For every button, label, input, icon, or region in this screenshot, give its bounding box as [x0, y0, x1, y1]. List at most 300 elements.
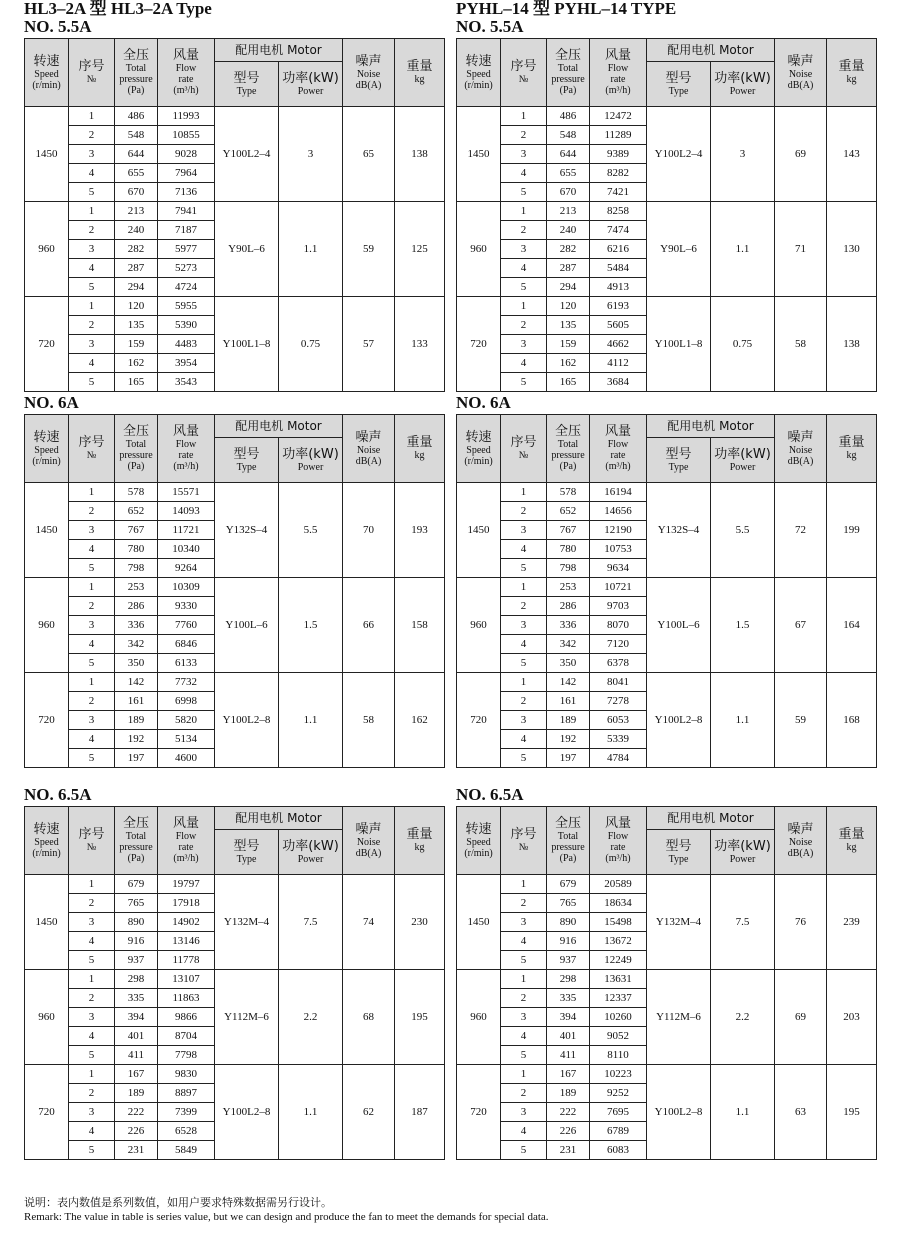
- number-cell: 2: [501, 316, 547, 335]
- motor-power-cell: 1.1: [711, 673, 775, 768]
- motor-power-cell: 1.1: [279, 673, 343, 768]
- number-cell: 5: [501, 749, 547, 768]
- pressure-header-text: (Pa): [127, 461, 145, 472]
- number-cell: 1: [501, 483, 547, 502]
- pressure-cell: 120: [547, 297, 590, 316]
- motor-power-header-text: Power: [297, 853, 324, 865]
- flow-cell: 10223: [590, 1065, 647, 1084]
- flow-cell: 4662: [590, 335, 647, 354]
- weight-header-text: 重量: [406, 59, 433, 74]
- number-cell: 2: [69, 1084, 115, 1103]
- speed-cell: 1450: [25, 107, 69, 202]
- noise-cell: 72: [775, 483, 827, 578]
- flow-cell: 4784: [590, 749, 647, 768]
- weight-cell: 133: [395, 297, 445, 392]
- pressure-cell: 282: [547, 240, 590, 259]
- flow-header-text: 风量: [604, 48, 631, 63]
- flow-cell: 20589: [590, 875, 647, 894]
- flow-cell: 10721: [590, 578, 647, 597]
- flow-cell: 6053: [590, 711, 647, 730]
- pressure-cell: 652: [547, 502, 590, 521]
- flow-header-text: 风量: [172, 816, 199, 831]
- number-cell: 1: [501, 107, 547, 126]
- flow-header: [590, 415, 647, 483]
- noise-header-text: dB(A): [787, 79, 814, 91]
- pressure-header-text: Total: [557, 831, 579, 842]
- speed-header-text: 转速: [33, 821, 60, 837]
- number-cell: 1: [501, 875, 547, 894]
- pressure-header-text: Total: [557, 439, 579, 450]
- flow-cell: 13672: [590, 932, 647, 951]
- number-cell: 5: [501, 1141, 547, 1160]
- motor-header: [215, 415, 343, 438]
- flow-header-text: Flow: [175, 439, 197, 450]
- speed-cell: 720: [457, 1065, 501, 1160]
- weight-header-text: kg: [846, 450, 857, 461]
- flow-cell: 6378: [590, 654, 647, 673]
- noise-cell: 69: [775, 970, 827, 1065]
- noise-cell: 76: [775, 875, 827, 970]
- motor-power-header-text: 功率(kW): [714, 446, 771, 462]
- noise-header-text: 噪声: [355, 429, 382, 445]
- speed-header-text: Speed: [34, 68, 59, 80]
- pressure-cell: 350: [115, 654, 158, 673]
- pressure-cell: 167: [115, 1065, 158, 1084]
- table-row: [25, 970, 445, 989]
- noise-header-text: dB(A): [787, 847, 814, 859]
- motor-power-cell: 1.5: [279, 578, 343, 673]
- flow-header: [158, 415, 215, 483]
- pressure-cell: 679: [115, 875, 158, 894]
- motor-power-header: [279, 438, 343, 483]
- pressure-cell: 231: [115, 1141, 158, 1160]
- pressure-cell: 161: [115, 692, 158, 711]
- noise-cell: 58: [343, 673, 395, 768]
- speed-cell: 1450: [457, 107, 501, 202]
- pressure-cell: 401: [115, 1027, 158, 1046]
- speed-cell: 960: [25, 578, 69, 673]
- number-cell: 3: [69, 335, 115, 354]
- number-cell: 2: [501, 597, 547, 616]
- motor-power-cell: 1.1: [279, 1065, 343, 1160]
- table-row: [457, 1065, 877, 1084]
- number-cell: 1: [501, 970, 547, 989]
- speed-cell: 1450: [457, 483, 501, 578]
- number-cell: 2: [69, 692, 115, 711]
- motor-power-cell: 3: [711, 107, 775, 202]
- table-row: [457, 673, 877, 692]
- motor-power-cell: 1.1: [711, 1065, 775, 1160]
- table-row: [457, 483, 877, 502]
- flow-cell: 12190: [590, 521, 647, 540]
- number-cell: 4: [501, 259, 547, 278]
- pressure-cell: 159: [547, 335, 590, 354]
- left-column: [24, 0, 444, 1160]
- flow-cell: 17918: [158, 894, 215, 913]
- pressure-cell: 798: [547, 559, 590, 578]
- number-cell: 5: [69, 183, 115, 202]
- flow-cell: 15498: [590, 913, 647, 932]
- flow-cell: 6193: [590, 297, 647, 316]
- weight-cell: 230: [395, 875, 445, 970]
- motor-type-cell: Y100L–6: [647, 578, 711, 673]
- flow-cell: 5484: [590, 259, 647, 278]
- noise-cell: 57: [343, 297, 395, 392]
- pressure-cell: 222: [115, 1103, 158, 1122]
- flow-cell: 4112: [590, 354, 647, 373]
- number-header-text: №: [518, 74, 529, 85]
- flow-header-text: rate: [610, 450, 626, 461]
- weight-header: [827, 807, 877, 875]
- pressure-cell: 394: [547, 1008, 590, 1027]
- motor-power-header-text: 功率(kW): [282, 838, 339, 854]
- number-cell: 5: [501, 1046, 547, 1065]
- noise-header-text: Noise: [788, 444, 813, 456]
- number-cell: 1: [501, 673, 547, 692]
- pressure-header: [115, 807, 158, 875]
- table-row: [25, 483, 445, 502]
- speed-header-text: (r/min): [464, 455, 493, 467]
- number-cell: 1: [501, 202, 547, 221]
- noise-header-text: dB(A): [355, 455, 382, 467]
- flow-cell: 11289: [590, 126, 647, 145]
- weight-header-text: kg: [846, 74, 857, 85]
- pressure-cell: 286: [115, 597, 158, 616]
- speed-header-text: 转速: [33, 53, 60, 69]
- pressure-cell: 411: [547, 1046, 590, 1065]
- number-cell: 2: [69, 597, 115, 616]
- pressure-header-text: (Pa): [127, 85, 145, 96]
- flow-header-text: Flow: [607, 831, 629, 842]
- flow-cell: 11863: [158, 989, 215, 1008]
- flow-cell: 10855: [158, 126, 215, 145]
- motor-power-header: [279, 62, 343, 107]
- number-cell: 3: [69, 240, 115, 259]
- flow-cell: 10753: [590, 540, 647, 559]
- number-cell: 5: [501, 951, 547, 970]
- pressure-cell: 394: [115, 1008, 158, 1027]
- pressure-cell: 655: [115, 164, 158, 183]
- motor-type-cell: Y100L2–8: [215, 673, 279, 768]
- pressure-cell: 644: [115, 145, 158, 164]
- speed-cell: 960: [25, 970, 69, 1065]
- motor-type-cell: Y100L1–8: [215, 297, 279, 392]
- number-header: [69, 415, 115, 483]
- number-cell: 1: [69, 970, 115, 989]
- noise-header: [775, 807, 827, 875]
- number-cell: 4: [501, 1027, 547, 1046]
- pressure-header-text: 全压: [122, 424, 149, 439]
- pressure-cell: 780: [115, 540, 158, 559]
- pressure-cell: 335: [547, 989, 590, 1008]
- pressure-cell: 578: [547, 483, 590, 502]
- performance-table: [24, 414, 445, 768]
- pressure-header-text: Total: [125, 63, 147, 74]
- weight-cell: 162: [395, 673, 445, 768]
- motor-power-cell: 7.5: [711, 875, 775, 970]
- motor-power-header: [711, 62, 775, 107]
- pressure-cell: 652: [115, 502, 158, 521]
- flow-cell: 12249: [590, 951, 647, 970]
- pressure-header: [547, 415, 590, 483]
- pressure-cell: 578: [115, 483, 158, 502]
- flow-header-text: (m³/h): [173, 85, 199, 96]
- flow-cell: 18634: [590, 894, 647, 913]
- speed-header-text: Speed: [34, 836, 59, 848]
- speed-header: [457, 39, 501, 107]
- table-row: [457, 107, 877, 126]
- number-header: [69, 807, 115, 875]
- noise-header-text: 噪声: [355, 53, 382, 69]
- weight-header: [827, 415, 877, 483]
- number-cell: 3: [69, 913, 115, 932]
- noise-header-text: Noise: [788, 68, 813, 80]
- number-cell: 1: [69, 673, 115, 692]
- weight-header-text: kg: [414, 450, 425, 461]
- pressure-cell: 159: [115, 335, 158, 354]
- table-row: [457, 202, 877, 221]
- number-cell: 3: [69, 711, 115, 730]
- pressure-cell: 197: [115, 749, 158, 768]
- flow-cell: 9330: [158, 597, 215, 616]
- speed-cell: 720: [25, 673, 69, 768]
- flow-cell: 5273: [158, 259, 215, 278]
- number-cell: 5: [501, 183, 547, 202]
- flow-cell: 8258: [590, 202, 647, 221]
- pressure-cell: 655: [547, 164, 590, 183]
- weight-header-text: 重量: [838, 827, 865, 842]
- flow-cell: 9028: [158, 145, 215, 164]
- remark-note: [24, 1196, 549, 1224]
- left-series-title: HL3–2A 型 HL3–2A Type: [24, 0, 212, 18]
- noise-cell: 59: [343, 202, 395, 297]
- pressure-header-text: (Pa): [559, 85, 577, 96]
- speed-cell: 960: [457, 202, 501, 297]
- number-cell: 4: [501, 730, 547, 749]
- pressure-header-text: pressure: [551, 74, 585, 85]
- noise-header-text: Noise: [356, 836, 381, 848]
- pressure-cell: 120: [115, 297, 158, 316]
- motor-type-header-text: Type: [668, 853, 689, 865]
- section-title: NO. 6A: [456, 393, 511, 412]
- pressure-cell: 548: [115, 126, 158, 145]
- motor-type-cell: Y132S–4: [647, 483, 711, 578]
- pressure-cell: 135: [547, 316, 590, 335]
- flow-cell: 10309: [158, 578, 215, 597]
- flow-cell: 8704: [158, 1027, 215, 1046]
- pressure-cell: 890: [547, 913, 590, 932]
- speed-cell: 960: [457, 578, 501, 673]
- pressure-cell: 670: [547, 183, 590, 202]
- weight-header-text: 重量: [838, 435, 865, 450]
- noise-header-text: 噪声: [787, 53, 814, 69]
- speed-header-text: Speed: [466, 836, 491, 848]
- number-cell: 2: [501, 221, 547, 240]
- pressure-cell: 937: [115, 951, 158, 970]
- motor-type-cell: Y90L–6: [215, 202, 279, 297]
- flow-header-text: Flow: [607, 63, 629, 74]
- flow-cell: 7187: [158, 221, 215, 240]
- number-cell: 3: [501, 1008, 547, 1027]
- pressure-cell: 765: [547, 894, 590, 913]
- motor-header-text: 配用电机 Motor: [667, 419, 754, 433]
- flow-cell: 11993: [158, 107, 215, 126]
- weight-header-text: 重量: [838, 59, 865, 74]
- weight-cell: 193: [395, 483, 445, 578]
- flow-cell: 5605: [590, 316, 647, 335]
- flow-cell: 9634: [590, 559, 647, 578]
- weight-header-text: kg: [414, 842, 425, 853]
- flow-cell: 7136: [158, 183, 215, 202]
- pressure-cell: 335: [115, 989, 158, 1008]
- pressure-cell: 213: [547, 202, 590, 221]
- table-row: [25, 673, 445, 692]
- number-cell: 3: [69, 616, 115, 635]
- noise-cell: 58: [775, 297, 827, 392]
- motor-type-cell: Y100L2–8: [647, 1065, 711, 1160]
- flow-header: [158, 39, 215, 107]
- motor-header: [647, 415, 775, 438]
- number-cell: 2: [501, 692, 547, 711]
- pressure-cell: 192: [547, 730, 590, 749]
- speed-header-text: 转速: [465, 53, 492, 69]
- flow-cell: 7695: [590, 1103, 647, 1122]
- pressure-cell: 213: [115, 202, 158, 221]
- flow-header-text: Flow: [175, 63, 197, 74]
- pressure-cell: 240: [547, 221, 590, 240]
- pressure-header: [547, 807, 590, 875]
- motor-type-header: [647, 830, 711, 875]
- pressure-cell: 644: [547, 145, 590, 164]
- pressure-cell: 916: [547, 932, 590, 951]
- flow-header-text: Flow: [175, 831, 197, 842]
- noise-cell: 65: [343, 107, 395, 202]
- number-cell: 1: [501, 297, 547, 316]
- noise-cell: 62: [343, 1065, 395, 1160]
- pressure-cell: 226: [547, 1122, 590, 1141]
- pressure-cell: 222: [547, 1103, 590, 1122]
- number-cell: 4: [69, 354, 115, 373]
- flow-cell: 5955: [158, 297, 215, 316]
- noise-header: [775, 39, 827, 107]
- right-sections: [456, 18, 876, 1160]
- speed-header-text: (r/min): [464, 79, 493, 91]
- number-cell: 3: [501, 1103, 547, 1122]
- weight-header: [395, 39, 445, 107]
- speed-cell: 720: [25, 297, 69, 392]
- speed-cell: 1450: [457, 875, 501, 970]
- motor-type-header: [215, 62, 279, 107]
- pressure-cell: 916: [115, 932, 158, 951]
- motor-power-header-text: 功率(kW): [282, 70, 339, 86]
- flow-cell: 13107: [158, 970, 215, 989]
- flow-header-text: 风量: [604, 816, 631, 831]
- motor-power-header-text: 功率(kW): [714, 838, 771, 854]
- motor-type-cell: Y90L–6: [647, 202, 711, 297]
- pressure-cell: 890: [115, 913, 158, 932]
- motor-header-text: 配用电机 Motor: [667, 811, 754, 825]
- table-row: [457, 970, 877, 989]
- motor-power-header: [279, 830, 343, 875]
- noise-header: [343, 415, 395, 483]
- flow-cell: 9264: [158, 559, 215, 578]
- pressure-cell: 142: [115, 673, 158, 692]
- motor-power-header-text: Power: [729, 461, 756, 473]
- speed-header: [25, 39, 69, 107]
- flow-header-text: (m³/h): [173, 461, 199, 472]
- motor-power-header-text: Power: [729, 85, 756, 97]
- weight-cell: 158: [395, 578, 445, 673]
- pressure-cell: 287: [115, 259, 158, 278]
- noise-cell: 67: [775, 578, 827, 673]
- number-header-text: №: [518, 450, 529, 461]
- flow-cell: 8282: [590, 164, 647, 183]
- weight-header: [827, 39, 877, 107]
- flow-cell: 7399: [158, 1103, 215, 1122]
- table-row: [25, 202, 445, 221]
- flow-cell: 11721: [158, 521, 215, 540]
- pressure-cell: 670: [115, 183, 158, 202]
- noise-header-text: dB(A): [787, 455, 814, 467]
- number-cell: 3: [501, 711, 547, 730]
- motor-power-cell: 5.5: [279, 483, 343, 578]
- pressure-header-text: Total: [125, 439, 147, 450]
- speed-header: [25, 415, 69, 483]
- table-row: [25, 578, 445, 597]
- flow-cell: 19797: [158, 875, 215, 894]
- pressure-cell: 298: [115, 970, 158, 989]
- speed-header-text: 转速: [465, 821, 492, 837]
- flow-cell: 14093: [158, 502, 215, 521]
- weight-header-text: kg: [414, 74, 425, 85]
- motor-type-header: [647, 438, 711, 483]
- number-cell: 3: [501, 521, 547, 540]
- flow-cell: 3684: [590, 373, 647, 392]
- number-cell: 2: [501, 502, 547, 521]
- pressure-cell: 679: [547, 875, 590, 894]
- pressure-cell: 165: [115, 373, 158, 392]
- motor-power-header-text: Power: [729, 853, 756, 865]
- motor-power-header-text: Power: [297, 85, 324, 97]
- noise-header-text: 噪声: [787, 821, 814, 837]
- pressure-header: [115, 39, 158, 107]
- pressure-cell: 189: [115, 711, 158, 730]
- number-cell: 5: [69, 1046, 115, 1065]
- number-cell: 5: [69, 559, 115, 578]
- number-header-text: 序号: [510, 435, 537, 450]
- weight-cell: 195: [395, 970, 445, 1065]
- speed-cell: 720: [457, 297, 501, 392]
- weight-header-text: 重量: [406, 435, 433, 450]
- number-cell: 4: [501, 164, 547, 183]
- flow-cell: 4724: [158, 278, 215, 297]
- motor-type-cell: Y100L2–8: [215, 1065, 279, 1160]
- motor-power-cell: 1.1: [279, 202, 343, 297]
- pressure-cell: 548: [547, 126, 590, 145]
- number-cell: 3: [501, 913, 547, 932]
- weight-cell: 168: [827, 673, 877, 768]
- motor-type-header: [647, 62, 711, 107]
- pressure-cell: 486: [115, 107, 158, 126]
- flow-cell: 7474: [590, 221, 647, 240]
- pressure-cell: 135: [115, 316, 158, 335]
- flow-cell: 9830: [158, 1065, 215, 1084]
- pressure-header-text: 全压: [554, 48, 581, 63]
- motor-type-header-text: Type: [668, 461, 689, 473]
- flow-cell: 3543: [158, 373, 215, 392]
- number-header-text: №: [518, 842, 529, 853]
- number-cell: 1: [69, 297, 115, 316]
